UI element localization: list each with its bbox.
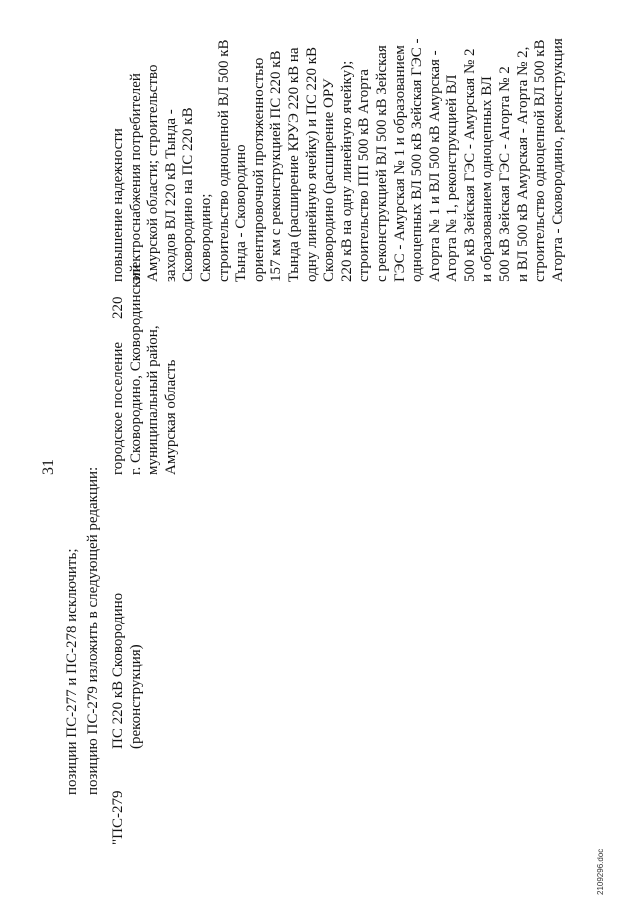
description-line: электроснабжения потребителей: [127, 73, 144, 282]
description-line: Сковородино (расширение ОРУ: [321, 78, 338, 282]
description-line: 220 кВ на одну линейную ячейку);: [338, 60, 355, 282]
description-line: Сковородино;: [197, 193, 214, 282]
description-line: 500 кВ Зейская ГЭС - Амурская № 2: [461, 48, 478, 282]
description-line: и ВЛ 500 кВ Амурская - Агорта № 2,: [514, 46, 531, 282]
description-line: строительство одноцепной ВЛ 500 кВ: [532, 39, 549, 282]
description-line: Агорта № 1 и ВЛ 500 кВ Амурская -: [426, 50, 443, 282]
footer-filename: 2109296.doc: [596, 848, 605, 895]
description-line: строительство одноцепной ВЛ 500 кВ: [215, 39, 232, 282]
location-line: муниципальный район,: [145, 325, 162, 475]
voltage-cell: [110, 297, 128, 320]
description-line: Тында - Сковородино: [233, 144, 250, 282]
voltage-value: 220: [110, 296, 126, 319]
description-line: ГЭС - Амурская № 1 и образованием: [391, 45, 408, 282]
location-line: городское поселение: [110, 341, 126, 475]
page-number: 31: [40, 459, 57, 475]
position-code: [110, 791, 128, 845]
description-line: Сковородино на ПС 220 кВ: [180, 107, 197, 282]
description-line: Амурской области; строительство: [145, 64, 162, 282]
description-line: одну линейную ячейку) и ПС 220 кВ: [303, 46, 320, 282]
description-line: ориентировочной протяженностью: [250, 57, 267, 282]
description-line: и образованием одноцепных ВЛ: [479, 76, 496, 282]
location-line: Амурская область: [162, 359, 179, 475]
description-cell: [110, 38, 567, 282]
description-line: Агорта - Сковородино, реконструкция: [549, 38, 566, 282]
description-line: Агорта № 1, реконструкцией ВЛ: [444, 74, 461, 282]
intro-line: позиции ПС-277 и ПС-278 исключить;: [64, 548, 80, 795]
object-name-cell: [110, 593, 145, 749]
description-line: заходов ВЛ 220 кВ Тында -: [162, 109, 179, 282]
description-line: повышение надежности: [110, 128, 126, 282]
description-line: 157 км с реконструкцией ПС 220 кВ: [268, 50, 285, 282]
description-line: с реконструкцией ВЛ 500 кВ Зейская: [373, 45, 390, 282]
location-line: г. Сковородино, Сковородинский: [127, 264, 144, 475]
intro-paragraph: [62, 467, 104, 795]
object-name-line: ПС 220 кВ Сковородино: [110, 592, 126, 749]
object-name-line: (реконструкция): [127, 644, 144, 749]
description-line: 500 кВ Зейская ГЭС - Агорта № 2: [497, 66, 514, 282]
description-line: одноцепных ВЛ 500 кВ Зейская ГЭС -: [409, 38, 426, 282]
intro-line: позицию ПС-279 изложить в следующей редакции:: [85, 466, 101, 795]
description-line: Тында (расширение КРУЭ 220 кВ на: [285, 47, 302, 282]
description-line: строительство ПП 500 кВ Агорта: [356, 69, 373, 282]
position-code-text: "ПС-279: [110, 790, 126, 845]
